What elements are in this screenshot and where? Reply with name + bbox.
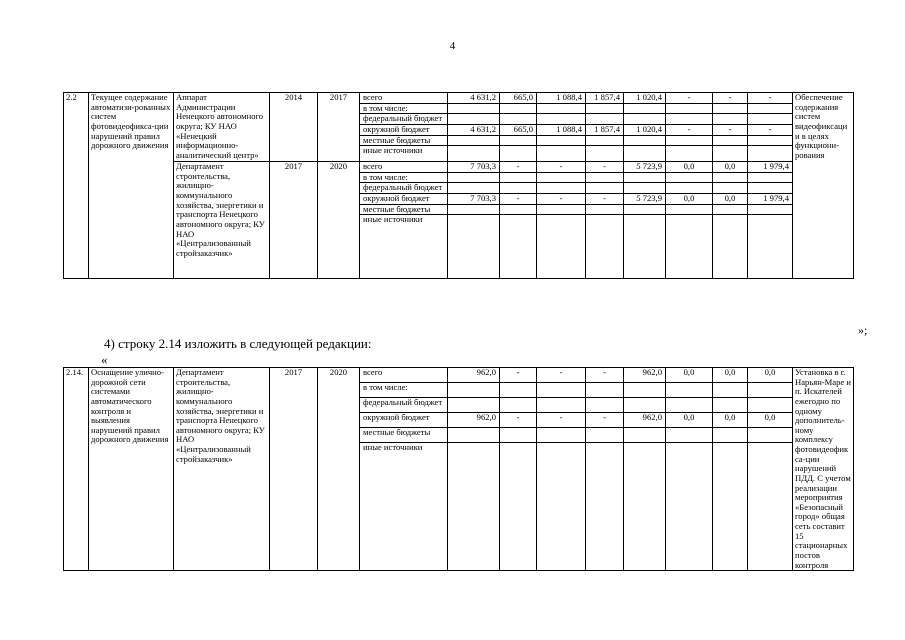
value-cell: [748, 215, 793, 279]
value-cell: 5 723,9: [624, 194, 666, 205]
value-cell: [624, 215, 666, 279]
value-cell: [586, 398, 624, 413]
value-cell: [586, 383, 624, 398]
value-cell: [624, 398, 666, 413]
value-cell: [713, 443, 748, 571]
funding-source: федеральный бюджет: [360, 114, 448, 125]
value-cell: 0,0: [748, 413, 793, 428]
budget-table-row-2-2: [63, 92, 854, 279]
value-cell: [748, 172, 793, 183]
table-row: [64, 93, 854, 104]
funding-source: окружной бюджет: [360, 413, 448, 428]
value-total: 4 631,2: [448, 93, 500, 104]
value-cell: -: [586, 368, 624, 383]
value-cell: 0,0: [666, 368, 713, 383]
value-cell: 962,0: [624, 368, 666, 383]
funding-source: окружной бюджет: [360, 194, 448, 205]
value-cell: [713, 204, 748, 215]
value-cell: [748, 146, 793, 162]
value-cell: [500, 215, 537, 279]
value-cell: 1 020,4: [624, 124, 666, 135]
value-cell: -: [500, 368, 537, 383]
value-cell: [624, 428, 666, 443]
value-cell: [748, 443, 793, 571]
value-cell: 1 979,4: [748, 194, 793, 205]
value-cell: [713, 146, 748, 162]
start-year: 2017: [270, 162, 318, 279]
value-cell: [500, 146, 537, 162]
value-total: 962,0: [448, 368, 500, 383]
value-cell: 0,0: [713, 413, 748, 428]
end-year: 2020: [318, 162, 360, 279]
closing-quote-mark: »;: [858, 323, 868, 337]
value-cell: [748, 103, 793, 114]
value-cell: [500, 204, 537, 215]
value-cell: [666, 114, 713, 125]
value-cell: [537, 443, 586, 571]
value-cell: -: [586, 194, 624, 205]
executor: Департамент строительства, жилищно-коммунального хозяйства, энергетики и транспорта Ненецкого автономного округа; КУ НАО «Централизованный стройзаказчик»: [174, 162, 270, 279]
value-cell: [713, 135, 748, 146]
funding-source: всего: [360, 93, 448, 104]
value-cell: 665,0: [500, 124, 537, 135]
value-cell: [500, 398, 537, 413]
row-number: 2.14.: [64, 368, 89, 571]
value-cell: [666, 215, 713, 279]
value-cell: -: [666, 93, 713, 104]
budget-table-row-2-14: [63, 367, 854, 571]
value-cell: [500, 172, 537, 183]
funding-source: в том числе:: [360, 103, 448, 114]
value-cell: [748, 114, 793, 125]
value-cell: [537, 398, 586, 413]
value-cell: [500, 428, 537, 443]
value-cell: 0,0: [666, 194, 713, 205]
value-cell: [624, 146, 666, 162]
instruction-text: 4) строку 2.14 изложить в следующей редакции:: [104, 336, 372, 351]
value-cell: -: [666, 124, 713, 135]
value-cell: 1 088,4: [537, 124, 586, 135]
value-cell: [586, 135, 624, 146]
value-cell: 0,0: [713, 194, 748, 205]
value-cell: [713, 172, 748, 183]
value-cell: -: [537, 413, 586, 428]
value-cell: 0,0: [666, 162, 713, 173]
funding-source: иные источники: [360, 443, 448, 571]
value-cell: 5 723,9: [624, 162, 666, 173]
value-cell: [586, 103, 624, 114]
value-cell: [500, 114, 537, 125]
value-cell: [586, 146, 624, 162]
value-cell: [748, 398, 793, 413]
value-cell: -: [537, 368, 586, 383]
value-cell: 1 088,4: [537, 93, 586, 104]
value-cell: [666, 443, 713, 571]
funding-source: иные источники: [360, 215, 448, 279]
value-cell: [713, 114, 748, 125]
opening-quote-mark: «: [101, 352, 108, 367]
value-cell: [713, 103, 748, 114]
value-cell: -: [713, 124, 748, 135]
value-cell: [713, 383, 748, 398]
start-year: 2014: [270, 93, 318, 162]
value-cell: [666, 183, 713, 194]
value-total: [448, 183, 500, 194]
value-cell: [537, 135, 586, 146]
value-cell: [666, 172, 713, 183]
value-cell: 1 979,4: [748, 162, 793, 173]
value-cell: [537, 114, 586, 125]
value-cell: [666, 146, 713, 162]
value-cell: [713, 215, 748, 279]
expected-result: Установка в г. Нарьян-Маре и п. Искателей ежегодно по одному дополнитель-ному комплексу фотовидеофикса-ции нарушений ПДД. С учетом реализации мероприятия «Безопасный город» общая сеть составит 15 стационарных постов контроля: [793, 368, 854, 571]
value-cell: [537, 183, 586, 194]
value-cell: [624, 135, 666, 146]
value-cell: [666, 398, 713, 413]
value-cell: -: [748, 93, 793, 104]
value-cell: [624, 183, 666, 194]
table-row: [64, 162, 854, 173]
value-cell: [537, 428, 586, 443]
value-cell: [537, 215, 586, 279]
value-cell: [666, 135, 713, 146]
value-cell: [500, 103, 537, 114]
value-total: [448, 204, 500, 215]
value-cell: -: [537, 162, 586, 173]
value-cell: [500, 183, 537, 194]
value-cell: [586, 428, 624, 443]
page-number: 4: [449, 40, 456, 52]
value-cell: [624, 114, 666, 125]
value-cell: 0,0: [748, 368, 793, 383]
value-cell: [748, 428, 793, 443]
value-cell: [666, 204, 713, 215]
value-cell: [586, 204, 624, 215]
value-cell: -: [537, 194, 586, 205]
value-cell: -: [500, 194, 537, 205]
funding-source: в том числе:: [360, 383, 448, 398]
value-total: [448, 215, 500, 279]
value-cell: [666, 428, 713, 443]
funding-source: окружной бюджет: [360, 124, 448, 135]
value-cell: [666, 383, 713, 398]
value-cell: 665,0: [500, 93, 537, 104]
value-cell: -: [586, 413, 624, 428]
table-row: [64, 368, 854, 383]
value-cell: -: [500, 413, 537, 428]
funding-source: местные бюджеты: [360, 135, 448, 146]
value-cell: [748, 135, 793, 146]
value-cell: [500, 383, 537, 398]
funding-source: в том числе:: [360, 172, 448, 183]
value-cell: [537, 383, 586, 398]
value-cell: [624, 204, 666, 215]
value-cell: [748, 204, 793, 215]
executor: Аппарат Администрации Ненецкого автономного округа; КУ НАО «Ненецкий информационно-аналитический центр»: [174, 93, 270, 162]
value-total: [448, 443, 500, 571]
end-year: 2017: [318, 93, 360, 162]
funding-source: местные бюджеты: [360, 428, 448, 443]
value-cell: 1 020,4: [624, 93, 666, 104]
value-cell: 0,0: [666, 413, 713, 428]
value-cell: [537, 146, 586, 162]
value-cell: [500, 135, 537, 146]
value-cell: [624, 443, 666, 571]
value-cell: -: [748, 124, 793, 135]
value-cell: 1 857,4: [586, 124, 624, 135]
value-cell: 962,0: [624, 413, 666, 428]
value-cell: [586, 215, 624, 279]
value-total: 7 703,3: [448, 194, 500, 205]
value-cell: -: [713, 93, 748, 104]
value-total: 962,0: [448, 413, 500, 428]
funding-source: всего: [360, 162, 448, 173]
executor: Департамент строительства, жилищно-коммунального хозяйства, энергетики и транспорта Ненецкого автономного округа; КУ НАО «Централизованный стройзаказчик»: [174, 368, 270, 571]
funding-source: иные источники: [360, 146, 448, 162]
value-cell: 0,0: [713, 162, 748, 173]
value-total: 7 703,3: [448, 162, 500, 173]
funding-source: федеральный бюджет: [360, 183, 448, 194]
start-year: 2017: [270, 368, 318, 571]
value-cell: [748, 183, 793, 194]
value-cell: [586, 114, 624, 125]
value-cell: [666, 103, 713, 114]
funding-source: всего: [360, 368, 448, 383]
value-cell: [713, 183, 748, 194]
value-cell: -: [500, 162, 537, 173]
value-cell: [624, 172, 666, 183]
value-cell: [586, 172, 624, 183]
row-number: 2.2: [64, 93, 89, 279]
measure-name: Оснащение улично-дорожной сети системами автоматического контроля и выявления нарушений правил дорожного движения: [89, 368, 174, 571]
value-cell: 0,0: [713, 368, 748, 383]
value-total: [448, 398, 500, 413]
value-total: [448, 383, 500, 398]
value-cell: [500, 443, 537, 571]
end-year: 2020: [318, 368, 360, 571]
value-cell: [624, 103, 666, 114]
value-cell: -: [586, 162, 624, 173]
value-total: [448, 103, 500, 114]
value-cell: [586, 443, 624, 571]
funding-source: местные бюджеты: [360, 204, 448, 215]
value-total: [448, 114, 500, 125]
value-total: [448, 428, 500, 443]
value-cell: [537, 103, 586, 114]
expected-result: Обеспечение содержания систем видеофиксации в целях функциони-рования: [793, 93, 854, 279]
value-cell: 1 857,4: [586, 93, 624, 104]
value-cell: [713, 428, 748, 443]
value-cell: [624, 383, 666, 398]
value-cell: [586, 183, 624, 194]
funding-source: федеральный бюджет: [360, 398, 448, 413]
value-total: [448, 172, 500, 183]
value-total: 4 631,2: [448, 124, 500, 135]
value-cell: [713, 398, 748, 413]
value-total: [448, 135, 500, 146]
value-cell: [537, 204, 586, 215]
value-cell: [537, 172, 586, 183]
measure-name: Текущее содержание автоматизи-рованных систем фотовидеофикса-ции нарушений правил дорожного движения: [89, 93, 174, 279]
value-cell: [748, 383, 793, 398]
value-total: [448, 146, 500, 162]
